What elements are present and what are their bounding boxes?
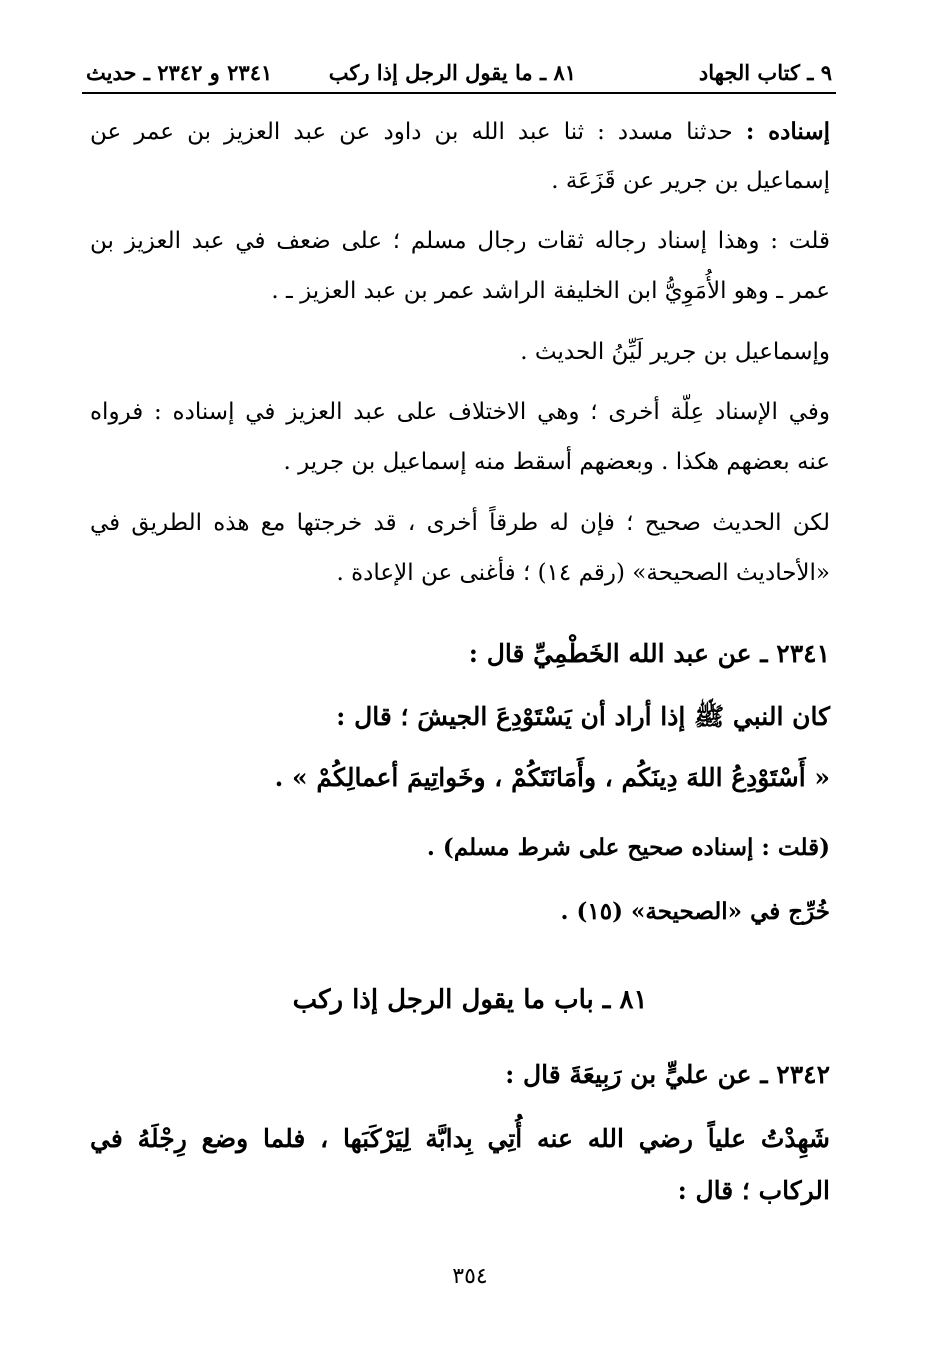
commentary-p4-line-2: «الأحاديث الصحيحة» (رقم ١٤) ؛ فأغنى عن الإعادة . [336, 560, 830, 586]
header-hadith-range: ٢٣٤١ و ٢٣٤٢ ـ حديث [86, 60, 273, 85]
hadith-2342-text-1: شَهِدْتُ علياً رضي الله عنه أُتِي بِدابَّة لِيَرْكَبَها ، فلما وضع رِجْلَهُ في [90, 1124, 830, 1153]
commentary-p3-line-1: وفي الإسناد عِلّة أخرى ؛ وهي الاختلاف على عبد العزيز في إسناده : فرواه [90, 399, 830, 425]
hadith-2341-text-2: « أَسْتَوْدِعُ اللهَ دِينَكُم ، وأَمَانَتَكُمْ ، وخَواتِيمَ أعمالِكُمْ » . [274, 763, 830, 792]
header-chapter-title: ٨١ ـ ما يقول الرجل إذا ركب [328, 60, 576, 85]
hadith-2342-heading: ٢٣٤٢ ـ عن عليٍّ بن رَبِيعَةَ قال : [505, 1060, 830, 1089]
isnad-text: حدثنا مسدد : ثنا عبد الله بن داود عن عبد العزيز بن عمر عن [90, 119, 733, 145]
commentary-p2: وإسماعيل بن جرير لَيِّنُ الحديث . [520, 339, 830, 365]
hadith-2341-text-1: كان النبي ﷺ إذا أراد أن يَسْتَوْدِعَ الجيشَ ؛ قال : [336, 702, 830, 731]
hadith-2341-heading: ٢٣٤١ ـ عن عبد الله الخَطْمِيِّ قال : [468, 639, 830, 668]
commentary-p1-line-1: قلت : وهذا إسناد رجاله ثقات رجال مسلم ؛ على ضعف في عبد العزيز بن [90, 228, 830, 254]
commentary-p3-line-2: عنه بعضهم هكذا . وبعضهم أسقط منه إسماعيل بن جرير . [283, 449, 830, 475]
header-rule [82, 92, 836, 94]
hadith-2341-takhrij: خُرِّج في «الصحيحة» (١٥) . [560, 898, 830, 925]
isnad-label: إسناده : [745, 118, 830, 145]
hadith-2342-text-2: الركاب ؛ قال : [677, 1176, 830, 1205]
commentary-p4-line-1: لكن الحديث صحيح ؛ فإن له طرقاً أخرى ، قد خرجتها مع هذه الطريق في [90, 510, 830, 536]
chapter-heading: ٨١ ـ باب ما يقول الرجل إذا ركب [292, 985, 648, 1015]
running-header [86, 56, 832, 88]
isnad-line-2: إسماعيل بن جرير عن قَزَعَة . [551, 168, 830, 194]
header-book-title: ٩ ـ كتاب الجهاد [698, 60, 832, 85]
commentary-p1-line-2: عمر ـ وهو الأُمَوِيُّ ابن الخليفة الراشد عمر بن عبد العزيز ـ . [271, 278, 830, 304]
page-number: ٣٥٤ [452, 1264, 488, 1289]
isnad-line-1 [90, 118, 830, 145]
hadith-2341-grading: (قلت : إسناده صحيح على شرط مسلم) . [426, 834, 830, 861]
